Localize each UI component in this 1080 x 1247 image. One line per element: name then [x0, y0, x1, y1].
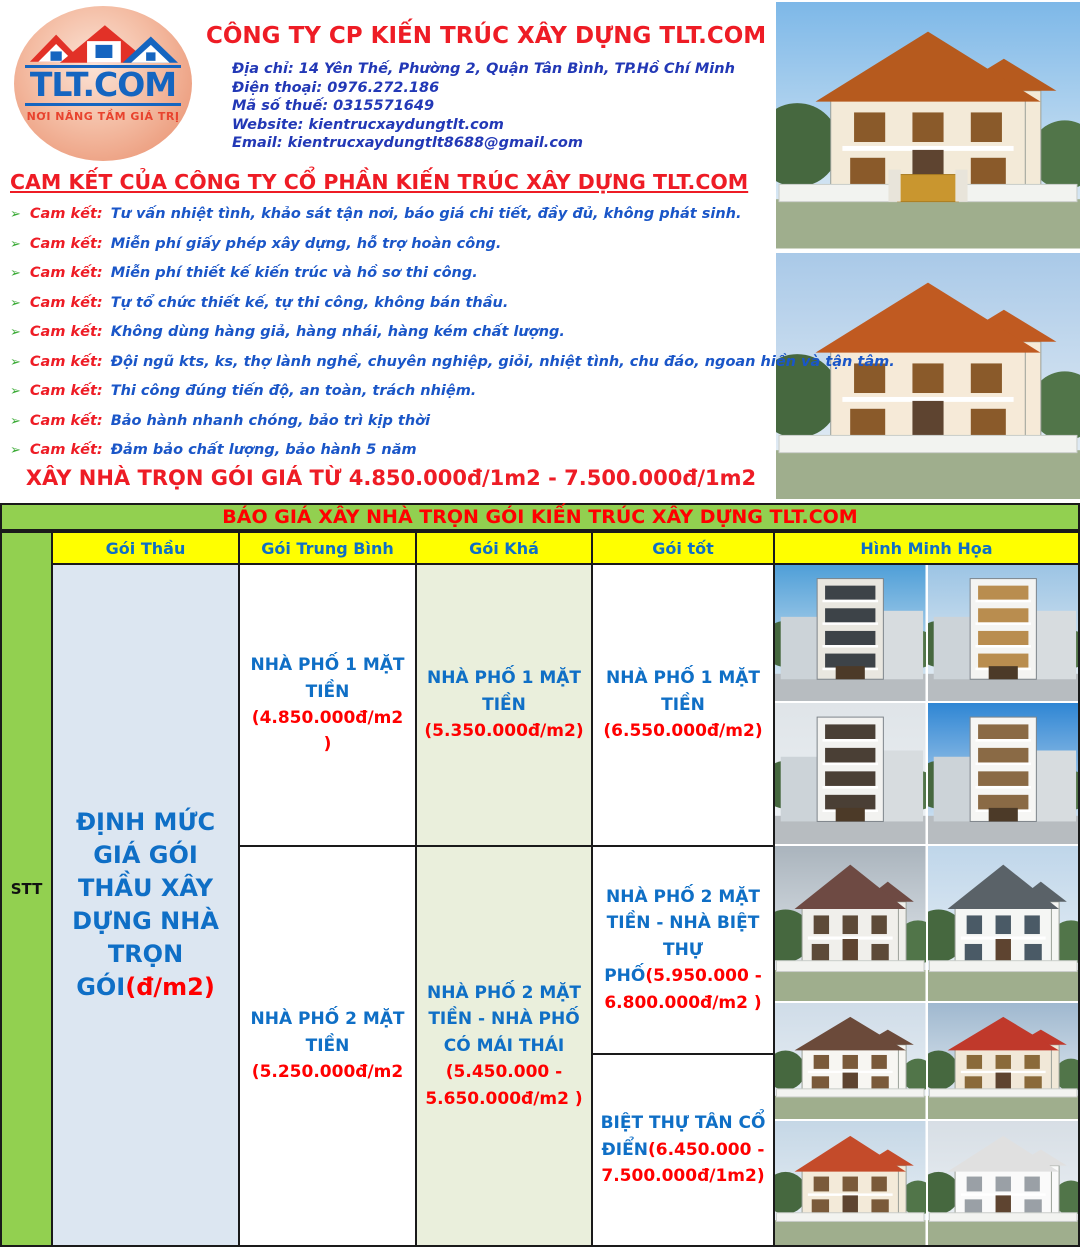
- villa-red-roof-cream-photo: [775, 1121, 926, 1245]
- commitments-heading: CAM KẾT CỦA CÔNG TY CỔ PHẦN KIẾN TRÚC XÂY DỰNG TLT.COM: [10, 170, 749, 194]
- package-price: (6.450.000 - 7.500.000đ/1m2): [601, 1139, 765, 1187]
- commitment-label: Cam kết:: [29, 206, 103, 222]
- commitment-label: Cam kết:: [29, 324, 103, 340]
- cell-trung-binh-nha-pho-1-mat-tien: [240, 565, 415, 845]
- white-apartment-building-photo: [928, 565, 1079, 701]
- logo-tagline: NƠI NÂNG TẦM GIÁ TRỊ: [26, 109, 180, 123]
- commitment-item: [10, 324, 782, 341]
- price-summary: XÂY NHÀ TRỌN GÓI GIÁ TỪ 4.850.000đ/1m2 - 7.500.000đ/1m2: [25, 466, 757, 490]
- arrow-bullet-icon: ➢: [10, 354, 21, 370]
- commitment-text: Tự tổ chức thiết kế, tự thi công, không bán thầu.: [110, 294, 509, 311]
- package-price: (6.550.000đ/m2): [603, 721, 763, 742]
- company-logo: [14, 6, 192, 161]
- arrow-bullet-icon: ➢: [10, 413, 21, 429]
- arrow-bullet-icon: ➢: [10, 384, 21, 399]
- package-price: (5.250.000đ/m2: [251, 1062, 404, 1083]
- commitment-label: Cam kết:: [29, 265, 103, 281]
- commitment-text: Tư vấn nhiệt tình, khảo sát tận nơi, báo giá chi tiết, đầy đủ, không phát sinh.: [110, 206, 742, 222]
- classical-white-mansion-photo: [928, 1121, 1079, 1245]
- arrow-bullet-icon: ➢: [10, 325, 21, 340]
- tan-co-dien-villa-red-roof-photo: [928, 1003, 1079, 1119]
- column-header-hinh-minh-hoa: Hình Minh Họa: [775, 533, 1078, 563]
- package-name: NHÀ PHỐ 1 MẶT TIỀN: [250, 655, 405, 702]
- commitment-item: [10, 353, 895, 371]
- package-name: NHÀ PHỐ 1 MẶT TIỀN: [605, 668, 760, 715]
- logo-circle: [14, 6, 192, 161]
- commitments-section: [10, 170, 895, 472]
- column-header-goi-tot: Gói tốt: [593, 533, 773, 563]
- modern-villa-white-photo: [928, 846, 1079, 1001]
- package-name: NHÀ PHỐ 2 MẶT TIỀN: [250, 1009, 405, 1056]
- company-phone: Điện thoại: 0976.272.186: [232, 79, 440, 96]
- commitment-item: [10, 383, 782, 400]
- dinh-muc-unit: (đ/m2): [125, 973, 215, 1002]
- commitment-label: Cam kết:: [29, 294, 103, 311]
- company-tax-code: Mã số thuế: 0315571649: [232, 98, 435, 115]
- price-table: [0, 531, 1080, 1247]
- tall-townhouse-dark-stripe-photo: [775, 703, 926, 844]
- package-price: (5.950.000 - 6.800.000đ/m2 ): [604, 966, 762, 1013]
- commitment-item: [10, 295, 782, 312]
- arrow-bullet-icon: ➢: [10, 207, 21, 222]
- arrow-bullet-icon: ➢: [10, 295, 21, 311]
- cell-kha-nha-pho-2-mat-tien-mai-thai: [417, 847, 591, 1245]
- package-name: NHÀ PHỐ 1 MẶT TIỀN: [426, 668, 581, 715]
- column-header-goi-thau: Gói Thầu: [53, 533, 238, 563]
- hero-photo-orange-roof-villa: [776, 253, 1080, 500]
- white-townhouse-balconies-photo: [928, 703, 1079, 844]
- commitment-text: Không dùng hàng giả, hàng nhái, hàng kém chất lượng.: [110, 324, 565, 340]
- commitment-label: Cam kết:: [29, 353, 103, 370]
- column-header-goi-kha: Gói Khá: [417, 533, 591, 563]
- company-email: Email: kientrucxaydungtlt8688@gmail.com: [232, 135, 583, 152]
- company-website: Website: kientrucxaydungtlt.com: [232, 116, 504, 133]
- hinh-minh-hoa-gallery: [775, 565, 1078, 1245]
- hero-photo-classic-villa: [776, 2, 1080, 249]
- classic-villa-gray-photo: [775, 846, 926, 1001]
- commitment-label: Cam kết:: [29, 412, 103, 429]
- commitment-label: Cam kết:: [29, 235, 103, 252]
- dinh-muc-cell: [53, 565, 238, 1245]
- company-address: Địa chỉ: 14 Yên Thế, Phường 2, Quận Tân Bình, TP.Hồ Chí Minh: [232, 61, 735, 78]
- cell-kha-nha-pho-1-mat-tien: [417, 565, 591, 845]
- cell-tot-nha-pho-2-mat-tien-biet-thu-pho: [593, 847, 773, 1053]
- arrow-bullet-icon: ➢: [10, 443, 21, 458]
- logo-wordmark: TLT.COM: [25, 65, 181, 106]
- arrow-bullet-icon: ➢: [10, 236, 21, 252]
- commitment-text: Đội ngũ kts, ks, thợ lành nghề, chuyên nghiệp, giỏi, nhiệt tình, chu đáo, ngoan hiền và tận tâm.: [110, 353, 895, 370]
- column-header-goi-trung-binh: Gói Trung Bình: [240, 533, 415, 563]
- company-name: CÔNG TY CP KIẾN TRÚC XÂY DỰNG TLT.COM: [206, 23, 767, 49]
- cell-tot-nha-pho-1-mat-tien: [593, 565, 773, 845]
- package-price: (5.450.000 - 5.650.000đ/m2 ): [425, 1062, 583, 1109]
- price-table-banner: BÁO GIÁ XÂY NHÀ TRỌN GÓI KIẾN TRÚC XÂY DỰNG TLT.COM: [0, 503, 1080, 531]
- commitment-item: [10, 442, 782, 459]
- hero-photos: [776, 2, 1080, 499]
- stt-column: STT: [2, 533, 51, 1245]
- commitment-text: Bảo hành nhanh chóng, bảo trì kịp thời: [110, 412, 431, 429]
- cell-tot-biet-thu-tan-co-dien: [593, 1055, 773, 1245]
- package-name: NHÀ PHỐ 2 MẶT TIỀN - NHÀ BIỆT THỰ PHỐ: [604, 887, 760, 987]
- package-name: NHÀ PHỐ 2 MẶT TIỀN - NHÀ PHỐ CÓ MÁI THÁI: [426, 983, 581, 1056]
- commitment-item: [10, 236, 782, 253]
- villa-brown-roof-photo: [775, 1003, 926, 1119]
- company-info: [206, 24, 774, 153]
- commitments-list: [10, 206, 895, 459]
- modern-townhouse-dark-photo: [775, 565, 926, 701]
- commitment-item: [10, 265, 782, 282]
- commitment-text: Miễn phí thiết kế kiến trúc và hồ sơ thi công.: [110, 265, 478, 281]
- commitment-item: [10, 413, 782, 430]
- logo-roofs-icon: [28, 22, 178, 64]
- commitment-text: Đảm bảo chất lượng, bảo hành 5 năm: [110, 442, 417, 458]
- dinh-muc-text: ĐỊNH MỨC GIÁ GÓI THẦU XÂY DỰNG NHÀ TRỌN GÓI: [72, 807, 219, 1002]
- commitment-label: Cam kết:: [29, 442, 103, 458]
- cell-trung-binh-nha-pho-2-mat-tien: [240, 847, 415, 1245]
- package-price: (5.350.000đ/m2): [424, 721, 584, 742]
- commitment-text: Thi công đúng tiến độ, an toàn, trách nhiệm.: [110, 383, 477, 399]
- package-price: (4.850.000đ/m2 ): [251, 708, 404, 755]
- package-name: BIỆT THỰ TÂN CỔ ĐIỂN: [600, 1113, 766, 1160]
- arrow-bullet-icon: ➢: [10, 266, 21, 281]
- commitment-text: Miễn phí giấy phép xây dựng, hỗ trợ hoàn công.: [110, 235, 502, 252]
- commitment-label: Cam kết:: [29, 383, 103, 399]
- commitment-item: [10, 206, 782, 223]
